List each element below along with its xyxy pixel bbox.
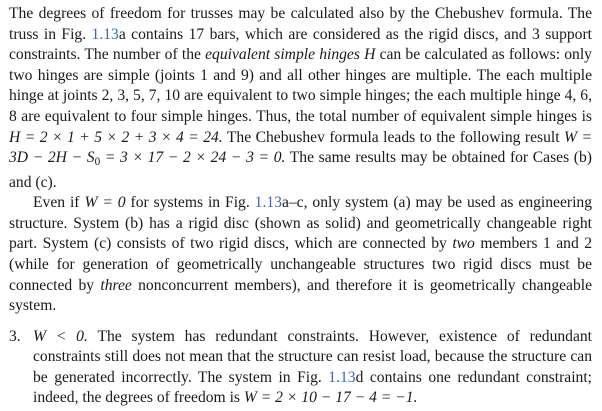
emphasis-text: equivalent simple hinges H bbox=[205, 46, 376, 64]
equation-hinges: H = 2 × 1 + 5 × 2 + 3 × 4 = 24. bbox=[9, 128, 223, 146]
equation-subscript: 0 bbox=[94, 155, 101, 168]
text-segment: members 1 and 2 (while for generation of geometrically unchangeable structures two rigid discs must be connected by bbox=[9, 235, 593, 294]
emphasis-text: two bbox=[452, 235, 475, 253]
equation-w-negative: W < 0. bbox=[33, 327, 88, 345]
equation-degrees-freedom: W = 2 × 10 − 17 − 4 = −1. bbox=[243, 389, 418, 407]
list-item-number: 3. bbox=[9, 327, 21, 345]
figure-reference-link[interactable]: 1.13 bbox=[254, 194, 282, 212]
text-segment: The Chebushev formula leads to the following result bbox=[226, 128, 560, 146]
figure-reference-link[interactable]: 1.13 bbox=[328, 368, 356, 386]
figure-reference-link[interactable]: 1.13 bbox=[91, 25, 119, 43]
text-segment: for systems in Fig. bbox=[130, 194, 250, 212]
paragraph-chebushev-formula bbox=[9, 4, 592, 193]
equation-chebushev-part-a: W = 3D − 2H − S bbox=[9, 128, 592, 167]
equation-w-zero: W = 0 bbox=[84, 194, 126, 212]
emphasis-text: three bbox=[100, 276, 132, 294]
text-segment: The system has redundant constraints. However, existence of redundant constraints still does not mean that the structure can resist load, because the structure can be generated incorrectly. The system in Fig. bbox=[33, 327, 593, 386]
text-segment: Even if bbox=[33, 194, 80, 212]
equation-chebushev-part-b: = 3 × 17 − 2 × 24 − 3 = 0. bbox=[104, 149, 286, 167]
text-segment: d contains one redundant constraint; indeed, the degrees of freedom is bbox=[33, 368, 592, 407]
text-segment: a–c, only system (a) may be used as engineering structure. System (b) has a rigid disc (shown as solid) and geometrically changeable right part. System (c) consists of two rigid discs, which are connected by bbox=[9, 194, 593, 253]
list-item-redundant-constraints bbox=[9, 327, 592, 409]
paragraph-system-analysis bbox=[9, 193, 592, 317]
text-segment: a contains 17 bars, which are considered as the rigid discs, and 3 support constraints. The number of the bbox=[9, 25, 592, 64]
list-item-body bbox=[33, 327, 592, 409]
text-segment: The same results may be obtained for Cases (b) and (c). bbox=[9, 149, 592, 191]
text-segment: nonconcurrent members), and therefore it is geometrically changeable system. bbox=[9, 276, 593, 315]
text-segment: The degrees of freedom for trusses may be calculated also by the Chebushev formula. The truss in Fig. bbox=[9, 5, 592, 43]
text-segment: can be calculated as follows: only two hinges are simple (joints 1 and 9) and all other hinges are multiple. The each multiple hinge at joints 2, 3, 5, 7, 10 are equivalent to two simple hinges; the each multiple hinge 4, 6, 8 are equivalent to four simple hinges. Thus, the total number of equivalent simple hinges is bbox=[9, 46, 592, 125]
